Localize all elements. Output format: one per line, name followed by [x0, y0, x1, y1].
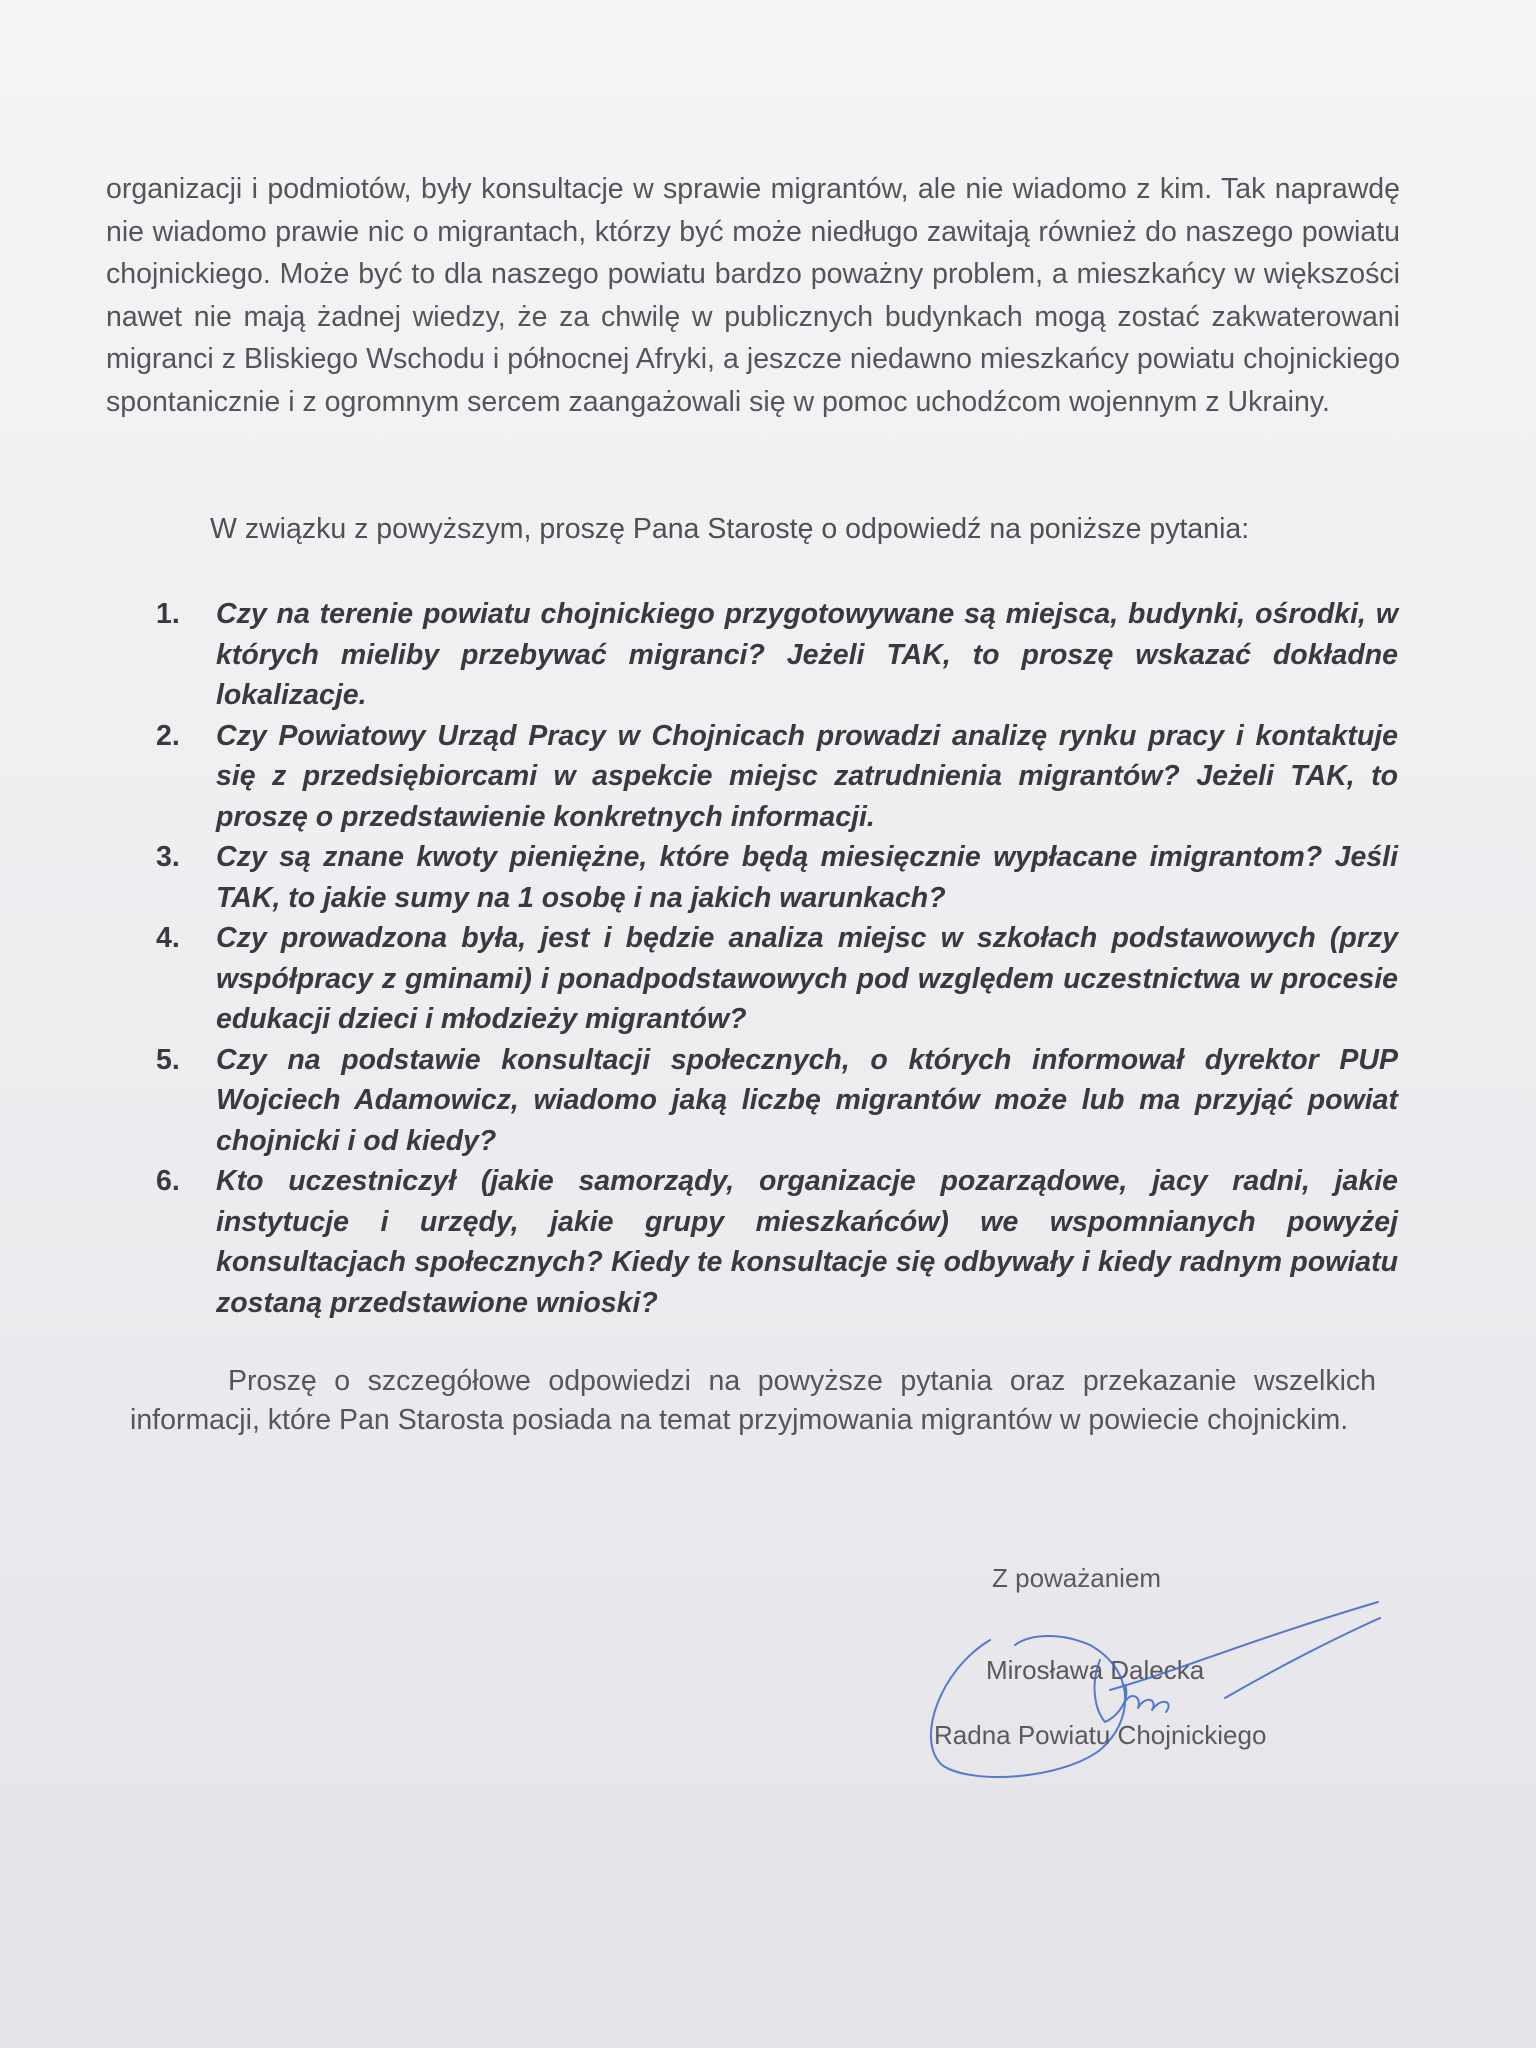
question-text: Czy prowadzona była, jest i będzie analiza miejsc w szkołach podstawowych (przy współpracy z gminami) i ponadpodstawowych pod względem uczestnictwa w procesie edukacji dzieci i młodzieży migrantów? — [216, 922, 1398, 1035]
question-item — [150, 716, 1398, 838]
question-item — [150, 918, 1398, 1040]
question-number: 5. — [156, 1043, 180, 1076]
signer-title: Radna Powiatu Chojnickiego — [934, 1720, 1267, 1750]
question-text: Czy na terenie powiatu chojnickiego przygotowywane są miejsca, budynki, ośrodki, w których mieliby przebywać migranci? Jeżeli TAK, to proszę wskazać dokładne lokalizacje. — [216, 598, 1398, 711]
question-number: 6. — [156, 1165, 180, 1197]
question-item — [150, 594, 1398, 716]
question-text: Czy są znane kwoty pieniężne, które będą miesięcznie wypłacane imigrantom? Jeśli TAK, to jakie sumy na 1 osobę i na jakich warunkach? — [216, 841, 1398, 914]
question-item — [150, 837, 1398, 918]
question-item — [150, 1040, 1398, 1162]
question-number: 3. — [156, 841, 180, 873]
closing-paragraph: Proszę o szczegółowe odpowiedzi na powyższe pytania oraz przekazanie wszelkich informacji, które Pan Starosta posiada na temat przyjmowania migrantów w powiecie chojnickim. — [130, 1365, 1376, 1436]
question-lead: W związku z powyższym, proszę Pana Starostę o odpowiedź na poniższe pytania: — [210, 513, 1250, 545]
signer-name: Mirosława Dalecka — [986, 1655, 1205, 1685]
intro-paragraph: organizacji i podmiotów, były konsultacje w sprawie migrantów, ale nie wiadomo z kim. Tak naprawdę nie wiadomo prawie nic o migrantach, którzy być może niedługo zawitają również do naszego powiatu chojnickiego. Może być to dla naszego powiatu bardzo poważny problem, a mieszkańcy w większości nawet nie mają żadnej wiedzy, że za chwilę w publicznych budynkach mogą zostać zakwaterowani migranci z Bliskiego Wschodu i północnej Afryki, a jeszcze niedawno mieszkańcy powiatu chojnickiego spontanicznie i z ogromnym sercem zaangażowali się w pomoc uchodźcom wojennym z Ukrainy. — [106, 173, 1400, 418]
regards-line: Z poważaniem — [992, 1563, 1162, 1593]
question-number: 4. — [156, 922, 180, 954]
question-text: Czy Powiatowy Urząd Pracy w Chojnicach prowadzi analizę rynku pracy i kontaktuje się z przedsiębiorcami w aspekcie miejsc zatrudnienia migrantów? Jeżeli TAK, to proszę o przedstawienie konkretnych informacji. — [216, 719, 1398, 833]
handwritten-signature — [920, 1590, 1390, 1790]
question-number: 1. — [156, 598, 180, 630]
question-text: Czy na podstawie konsultacji społecznych, o których informował dyrektor PUP Wojciech Adamowicz, wiadomo jaką liczbę migrantów może lub ma przyjąć powiat chojnicki i od kiedy? — [216, 1043, 1398, 1157]
questions-list — [150, 594, 1398, 1323]
question-text: Kto uczestniczył (jakie samorządy, organizacje pozarządowe, jacy radni, jakie instytucje i urzędy, jakie grupy mieszkańców) we wspomnianych powyżej konsultacjach społecznych? Kiedy te konsultacje się odbywały i kiedy radnym powiatu zostaną przedstawione wnioski? — [216, 1165, 1398, 1319]
question-number: 2. — [156, 719, 180, 752]
question-item — [150, 1161, 1398, 1323]
